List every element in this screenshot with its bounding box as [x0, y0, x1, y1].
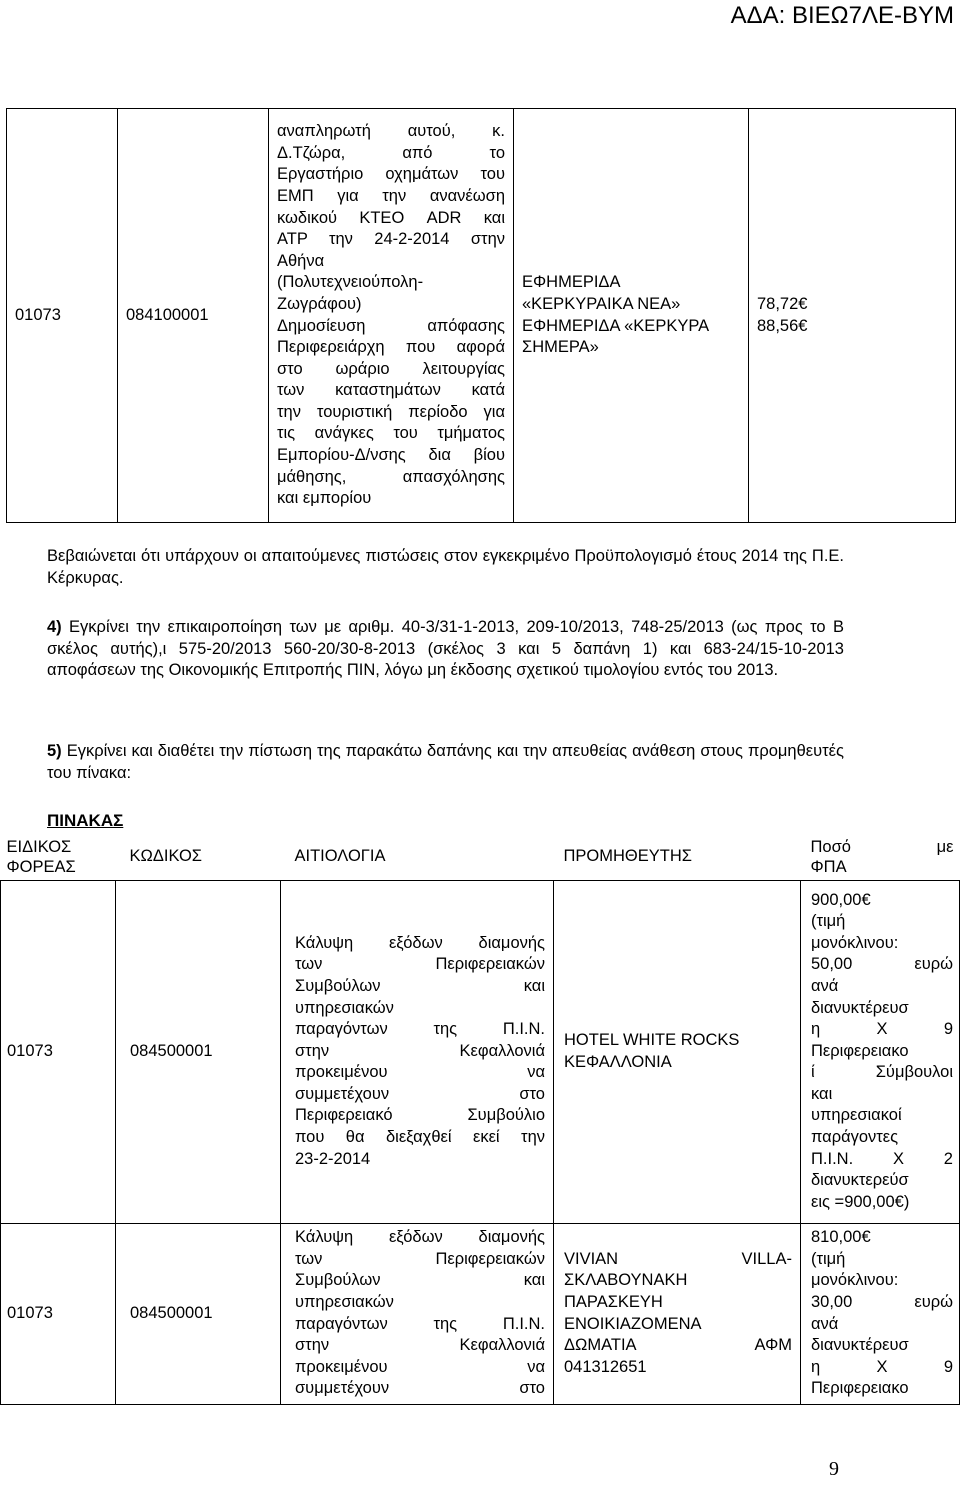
- text-line: των Περιφερειακών: [295, 955, 545, 974]
- text-line: και εμπορίου: [277, 489, 372, 508]
- table-row: [1, 880, 960, 1223]
- supplier-cell: [554, 880, 801, 1223]
- paragraph-4: [47, 617, 844, 682]
- eidikos-cell: 01073: [1, 880, 116, 1223]
- text-line: που θα διεξαχθεί εκεί την: [295, 1128, 545, 1147]
- text-line: 23-2-2014: [295, 1149, 371, 1168]
- text-line: των καταστημάτων κατά: [277, 381, 505, 400]
- aitiologia-cell: [281, 880, 554, 1223]
- text-line: Αθήνα: [277, 251, 325, 270]
- eidikos-cell: 01073: [1, 1223, 116, 1404]
- text-line: Περιφερειακο: [811, 1379, 909, 1398]
- text-line: η Χ 9: [811, 1357, 953, 1376]
- text-line: (τιμή: [811, 1249, 846, 1268]
- text-line: των Περιφερειακών: [295, 1249, 545, 1268]
- eidikos-cell: 01073: [7, 109, 118, 523]
- text-line: Κάλυψη εξόδων διαμονής: [295, 933, 545, 952]
- table-row: [1, 1223, 960, 1404]
- text-line: διανυκτερεύσ: [811, 1171, 909, 1190]
- text-line: Δημοσίευση απόφασης: [277, 316, 505, 335]
- header-eidikos: [1, 834, 116, 880]
- paragraph-number: 5): [47, 742, 62, 760]
- text-line: Περιφερειάρχη που αφορά: [277, 338, 505, 357]
- text-line: HOTEL WHITE ROCKS: [564, 1030, 740, 1049]
- table-row: [7, 109, 956, 523]
- header-aitiologia: ΑΙΤΙΟΛΟΓΙΑ: [294, 846, 386, 865]
- poso-cell: [801, 880, 960, 1223]
- text-line: υπηρεσιακών: [295, 998, 394, 1017]
- text-line: υπηρεσιακών: [295, 1292, 394, 1311]
- text-line: στην Κεφαλλονιά: [295, 1041, 545, 1060]
- supplier-cell: [554, 1223, 801, 1404]
- text-line: ΕΦΗΜΕΡΙΔΑ: [522, 273, 621, 292]
- text-line: VIVIAN VILLA-: [564, 1249, 792, 1268]
- header-row: [1, 834, 960, 880]
- header-text: ΦΟΡΕΑΣ: [6, 857, 76, 876]
- text-line: ΠΑΡΑΣΚΕΥΗ: [564, 1292, 663, 1311]
- text-line: 50,00 ευρώ: [811, 955, 953, 974]
- text-line: 041312651: [564, 1357, 647, 1376]
- top-table: [6, 108, 956, 523]
- text-line: Συμβούλων και: [295, 976, 545, 995]
- header-text: ΕΙΔΙΚΟΣ: [6, 837, 72, 856]
- page-number: 9: [829, 1458, 839, 1480]
- aitiologia-cell: [269, 109, 514, 523]
- header-kodikos: ΚΩΔΙΚΟΣ: [129, 846, 202, 865]
- amount-cell: [749, 109, 956, 523]
- text-line: 900,00€: [811, 890, 871, 909]
- text-line: παραγόντων της Π.Ι.Ν.: [295, 1020, 545, 1039]
- text-line: ΣΚΛΑΒΟΥΝΑΚΗ: [564, 1271, 688, 1290]
- amount-value: 88,56€: [757, 316, 808, 335]
- text-line: Π.Ι.Ν. Χ 2: [811, 1149, 953, 1168]
- kodikos-cell: 084500001: [116, 880, 281, 1223]
- paragraph-5: [47, 741, 844, 784]
- text-line: Κάλυψη εξόδων διαμονής: [295, 1228, 545, 1247]
- ada-code: ΑΔΑ: ΒΙΕΩ7ΛΕ-ΒΥΜ: [730, 2, 954, 29]
- text-line: ί Σύμβουλοι: [811, 1063, 953, 1082]
- text-line: Εργαστήριο οχημάτων του: [277, 165, 505, 184]
- text-line: μονόκλινου:: [811, 1271, 899, 1290]
- text-line: ΚΕΦΑΛΛΟΝΙΑ: [564, 1052, 672, 1071]
- pinakas-table: [0, 834, 960, 1405]
- pinakas-title: ΠΙΝΑΚΑΣ: [47, 811, 124, 830]
- text-line: ανά: [811, 1314, 839, 1333]
- text-line: προκειμένου να: [295, 1063, 545, 1082]
- text-line: ΔΩΜΑΤΙΑ ΑΦΜ: [564, 1336, 792, 1355]
- text-line: τις ανάγκες του τμήματος: [277, 424, 505, 443]
- text-line: Συμβούλων και: [295, 1271, 545, 1290]
- confirmation-paragraph: [47, 546, 844, 589]
- text-line: μάθησης, απασχόλησης: [277, 467, 505, 486]
- text-line: εις =900,00€): [811, 1192, 910, 1211]
- paragraph-text: Εγκρίνει και διαθέτει την πίστωση της παρακάτω δαπάνης και την απευθείας ανάθεση στους προμηθευτές του πίνακα:: [47, 742, 844, 782]
- text-line: Δ.Τζώρα, από το: [277, 143, 505, 162]
- confirmation-text: Βεβαιώνεται ότι υπάρχουν οι απαιτούμενες πιστώσεις στον εγκεκριμένο Προϋπολογισμό έτους 2014 της Π.Ε. Κέρκυρας.: [47, 547, 844, 587]
- text-line: Ζωγράφου): [277, 294, 362, 313]
- text-line: 30,00 ευρώ: [811, 1292, 953, 1311]
- aitiologia-cell: [281, 1223, 554, 1404]
- text-line: μονόκλινου:: [811, 933, 899, 952]
- text-line: ΕΦΗΜΕΡΙΔΑ «ΚΕΡΚΥΡΑ: [522, 316, 710, 335]
- text-line: διανυκτέρευσ: [811, 1336, 909, 1355]
- text-line: προκειμένου να: [295, 1357, 545, 1376]
- text-line: «ΚΕΡΚΥΡΑΙΚΑ ΝΕΑ»: [522, 294, 681, 313]
- text-line: η Χ 9: [811, 1020, 953, 1039]
- text-line: Περιφερειακό Συμβούλιο: [295, 1106, 545, 1125]
- text-line: (τιμή: [811, 912, 846, 931]
- text-line: ΣΗΜΕΡΑ»: [522, 338, 599, 357]
- supplier-cell: [514, 109, 749, 523]
- text-line: στην Κεφαλλονιά: [295, 1336, 545, 1355]
- text-line: ΕΝΟΙΚΙΑΖΟΜΕΝΑ: [564, 1314, 702, 1333]
- text-line: (Πολυτεχνειούπολη-: [277, 273, 424, 292]
- header-promitheftis: ΠΡΟΜΗΘΕΥΤΗΣ: [563, 846, 692, 865]
- text-line: 810,00€: [811, 1228, 871, 1247]
- text-line: διανυκτέρευσ: [811, 998, 909, 1017]
- text-line: παραγόντων της Π.Ι.Ν.: [295, 1314, 545, 1333]
- kodikos-cell: 084100001: [118, 109, 269, 523]
- poso-cell: [801, 1223, 960, 1404]
- text-line: ΕΜΠ για την ανανέωση: [277, 186, 505, 205]
- text-line: ATP την 24-2-2014 στην: [277, 230, 505, 249]
- text-line: Περιφερειακο: [811, 1041, 909, 1060]
- kodikos-cell: 084500001: [116, 1223, 281, 1404]
- header-poso: [801, 834, 960, 880]
- text-line: την τουριστική περίοδο για: [277, 402, 505, 421]
- text-line: στο ωράριο λειτουργίας: [277, 359, 505, 378]
- header-text: ΦΠΑ: [810, 857, 847, 876]
- text-line: συμμετέχουν στο: [295, 1379, 545, 1398]
- paragraph-number: 4): [47, 618, 62, 636]
- text-line: Εμπορίου-Δ/νσης δια βίου: [277, 446, 505, 465]
- text-line: συμμετέχουν στο: [295, 1084, 545, 1103]
- amount-value: 78,72€: [757, 294, 808, 313]
- header-text: Ποσό με: [810, 837, 954, 856]
- paragraph-text: Εγκρίνει την επικαιροποίηση των με αριθμ. 40-3/31-1-2013, 209-10/2013, 748-25/2013 (ως προς το Β σκέλος αυτής),ι 575-20/2013 560-20/30-8-2013 (σκέλος 3 και 5 δαπάνη 1) και 683-24/15-10-2013 αποφάσεων της Οικονομικής Επιτροπής ΠΙΝ, λόγω μη έκδοσης σχετικού τιμολογίου εντός του 2013.: [47, 618, 844, 680]
- text-line: και: [811, 1084, 833, 1103]
- text-line: κωδικού ΚΤΕΟ ADR και: [277, 208, 505, 227]
- text-line: παράγοντες: [811, 1128, 899, 1147]
- text-line: ανά: [811, 976, 839, 995]
- text-line: υπηρεσιακοί: [811, 1106, 902, 1125]
- text-line: αναπληρωτή αυτού, κ.: [277, 122, 505, 141]
